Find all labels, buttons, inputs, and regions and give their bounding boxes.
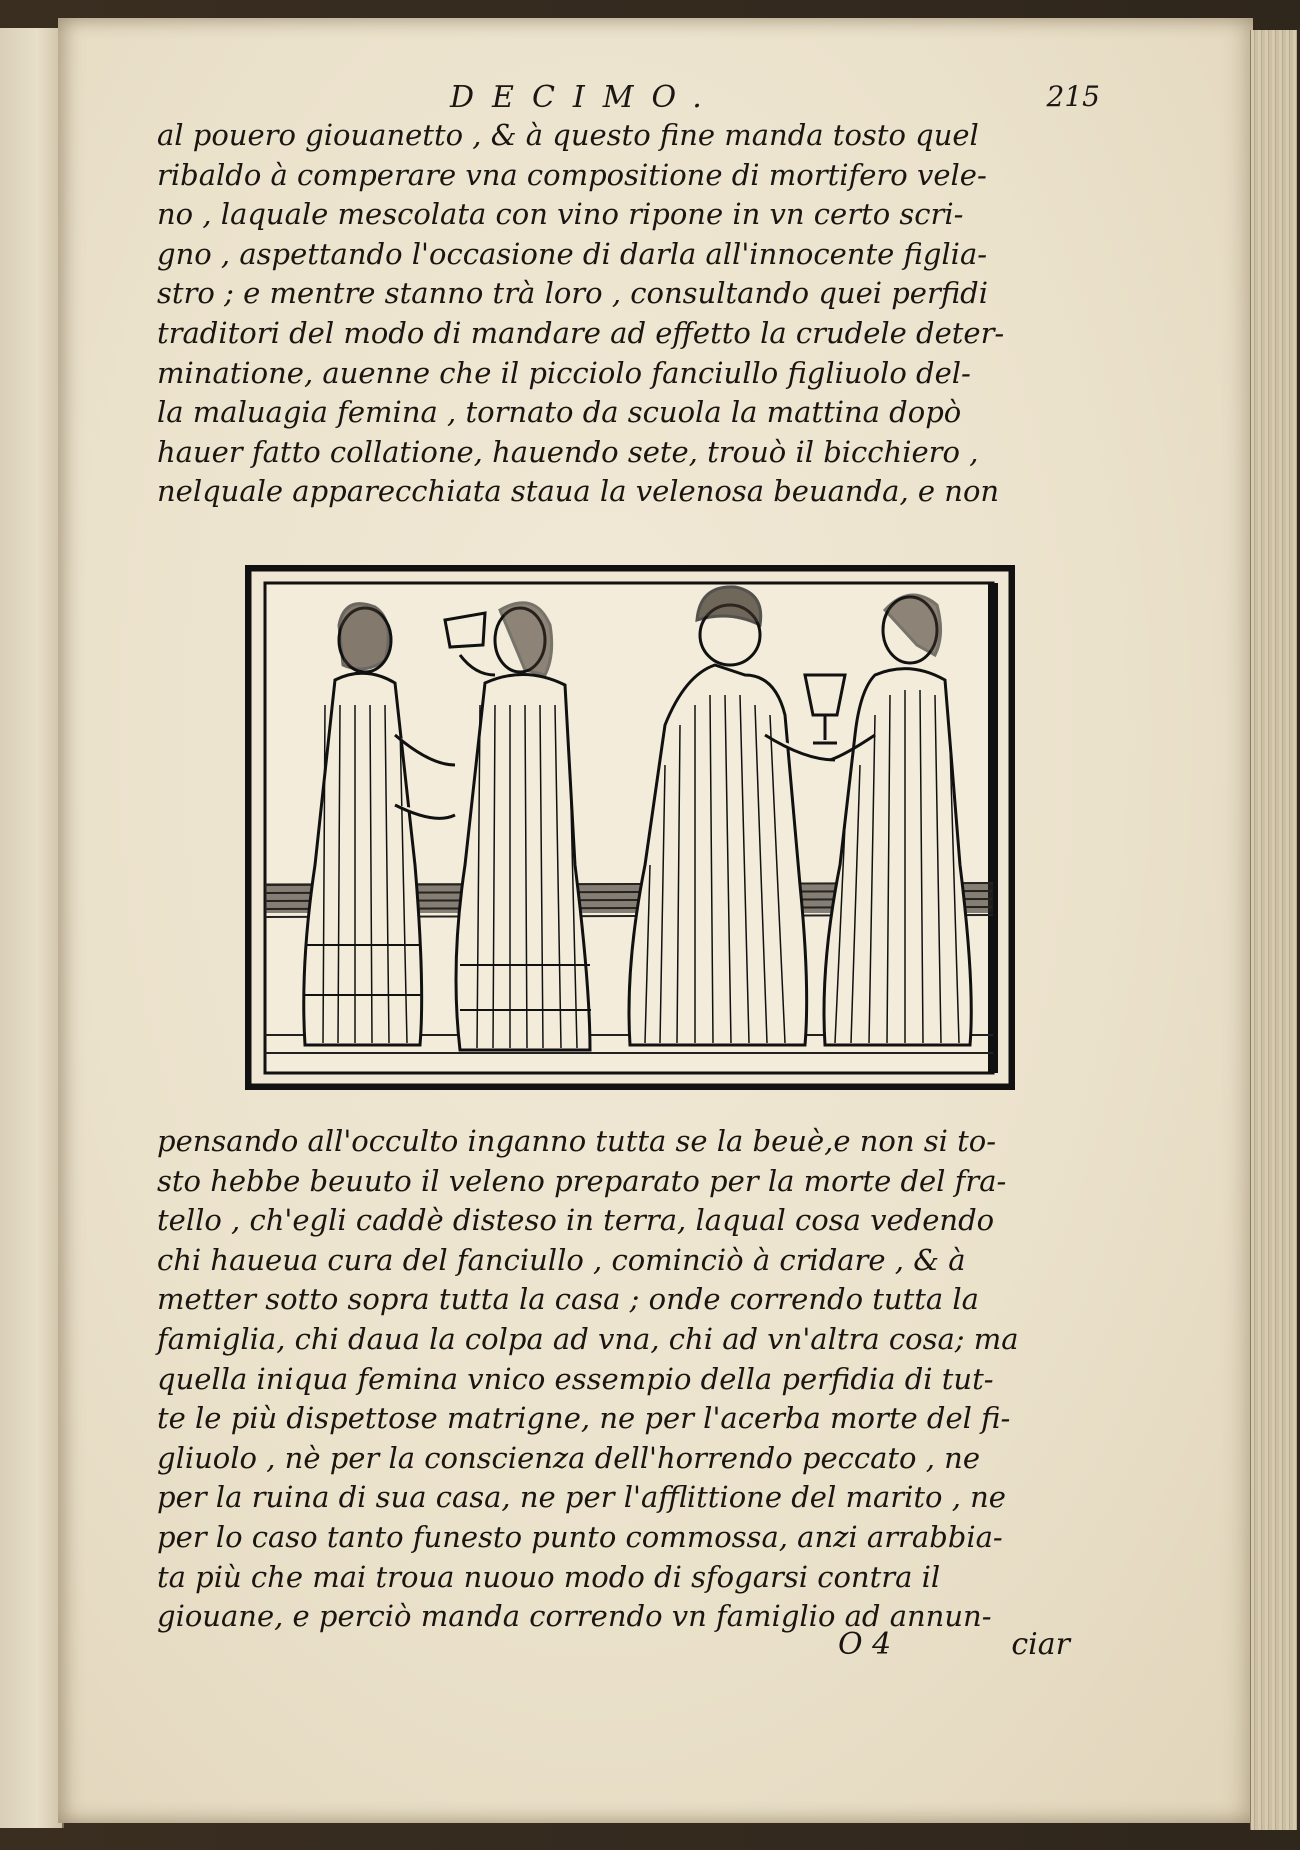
text-block-bottom [157, 1122, 1107, 1637]
text-line: sto hebbe beuuto il veleno preparato per la morte del fra- [157, 1163, 1007, 1198]
text-line: chi haueua cura del fanciullo , cominciò à cridare , & à [157, 1242, 966, 1277]
text-block-top [157, 116, 1107, 512]
text-line: ribaldo à comperare vna compositione di mortifero vele- [157, 157, 987, 192]
text-line: la maluagia femina , tornato da scuola la mattina dopò [157, 395, 962, 430]
signature-mark: O 4 [838, 1627, 892, 1662]
text-line: per lo caso tanto funesto punto commossa, anzi arrabbia- [157, 1519, 1003, 1554]
running-head-title: DECIMO. [450, 80, 720, 115]
text-line: te le più dispettose matrigne, ne per l'acerba morte del fi- [157, 1401, 1011, 1436]
text-line: gliuolo , nè per la conscienza dell'horrendo peccato , ne [157, 1440, 980, 1475]
text-line: nelquale apparecchiata staua la velenosa beuanda, e non [157, 474, 1000, 509]
text-line: hauer fatto collatione, hauendo sete, trouò il bicchiero , [157, 434, 979, 469]
text-line: metter sotto sopra tutta la casa ; onde correndo tutta la [157, 1282, 979, 1317]
woodcut-illustration [245, 565, 1015, 1090]
text-line: traditori del modo di mandare ad effetto la crudele deter- [157, 315, 1005, 350]
catchword: ciar [1011, 1627, 1070, 1662]
text-line: tello , ch'egli caddè disteso in terra, laqual cosa vedendo [157, 1203, 995, 1238]
running-head [450, 80, 1100, 120]
page-number: 215 [1046, 80, 1100, 113]
text-line: per la ruina di sua casa, ne per l'afflittione del marito , ne [157, 1480, 1006, 1515]
text-line: al pouero giouanetto , & à questo fine manda tosto quel [157, 118, 979, 152]
text-line: minatione, auenne che il picciolo fanciullo figliuolo del- [157, 355, 971, 390]
text-line: ta più che mai troua nuouo modo di sfogarsi contra il [157, 1559, 941, 1594]
page-footer [830, 1627, 1110, 1667]
text-line: famiglia, chi daua la colpa ad vna, chi ad vn'altra cosa; ma [157, 1321, 1019, 1356]
text-line: stro ; e mentre stanno trà loro , consultando quei perfidi [157, 276, 989, 311]
text-line: quella iniqua femina vnico essempio della perfidia di tut- [157, 1361, 994, 1396]
text-line: pensando all'occulto inganno tutta se la beuè,e non si to- [157, 1124, 997, 1158]
text-line: giouane, e perciò manda correndo vn famiglio ad annun- [157, 1599, 992, 1634]
text-line: gno , aspettando l'occasione di darla all'innocente figlia- [157, 236, 988, 271]
text-line: no , laquale mescolata con vino ripone in vn certo scri- [157, 197, 964, 232]
page-stack-edge [1250, 30, 1297, 1830]
facing-page-edge [0, 28, 64, 1828]
